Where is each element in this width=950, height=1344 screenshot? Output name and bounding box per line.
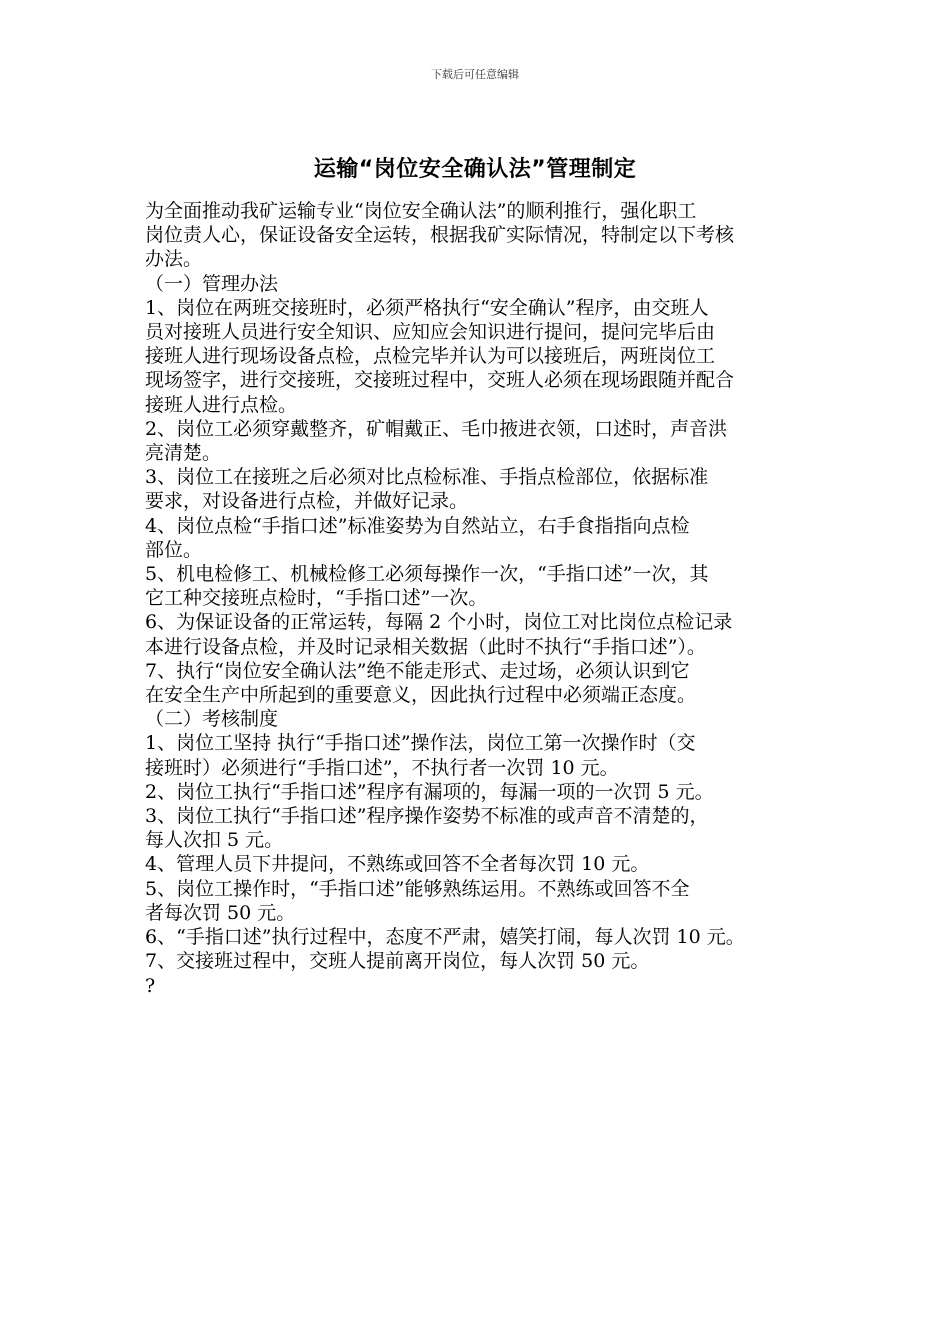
section-heading-management: （一）管理办法: [145, 272, 279, 295]
body-line: 5、机电检修工、机械检修工必须每操作一次，“手指口述”一次，其: [145, 563, 709, 586]
body-line: 它工种交接班点检时，“手指口述”一次。: [145, 587, 488, 610]
body-line: 为全面推动我矿运输专业“岗位安全确认法”的顺利推行，强化职工: [145, 200, 697, 222]
body-line: 1、岗位工坚持 执行“手指口述”操作法，岗位工第一次操作时（交: [145, 732, 696, 755]
body-line: ?: [145, 974, 156, 997]
header-note: 下载后可任意编辑: [431, 68, 519, 81]
body-line: 接班时）必须进行“手指口述”，不执行者一次罚 10 元。: [145, 756, 619, 779]
body-line: 要求，对设备进行点检，并做好记录。: [145, 490, 469, 513]
body-line: 6、为保证设备的正常运转，每隔 2 个小时，岗位工对比岗位点检记录: [145, 611, 733, 634]
body-line: 员对接班人员进行安全知识、应知应会知识进行提问，提问完毕后由: [145, 321, 716, 344]
document-title: 运输“岗位安全确认法”管理制定: [313, 157, 637, 182]
body-line: 1、岗位在两班交接班时，必须严格执行“安全确认”程序，由交班人: [145, 296, 709, 319]
body-line: 岗位责人心，保证设备安全运转，根据我矿实际情况，特制定以下考核: [145, 224, 735, 247]
body-line: 部位。: [145, 538, 203, 561]
body-line: 4、管理人员下井提问，不熟练或回答不全者每次罚 10 元。: [145, 853, 650, 876]
body-line: 7、交接班过程中，交班人提前离开岗位，每人次罚 50 元。: [145, 950, 650, 973]
body-line: 接班人进行点检。: [145, 393, 298, 416]
body-line: 办法。: [145, 248, 203, 271]
body-line: 每人次扣 5 元。: [145, 829, 284, 852]
body-line: 现场签字，进行交接班，交接班过程中，交班人必须在现场跟随并配合: [145, 369, 735, 392]
body-line: 6、“手指口述”执行过程中，态度不严肃，嬉笑打闹，每人次罚 10 元。: [145, 926, 745, 949]
body-line: 5、岗位工操作时，“手指口述”能够熟练运用。不熟练或回答不全: [145, 877, 690, 900]
body-line: 在安全生产中所起到的重要意义，因此执行过程中必须端正态度。: [145, 684, 697, 707]
section-heading-assessment: （二）考核制度: [145, 708, 279, 731]
body-line: 接班人进行现场设备点检，点检完毕并认为可以接班后，两班岗位工: [145, 345, 716, 368]
body-line: 2、岗位工必须穿戴整齐，矿帽戴正、毛巾掖进衣领，口述时，声音洪: [145, 417, 728, 440]
body-line: 3、岗位工在接班之后必须对比点检标准、手指点检部位，依据标准: [145, 466, 709, 489]
body-line: 3、岗位工执行“手指口述”程序操作姿势不标准的或声音不清楚的，: [145, 805, 709, 828]
document-body: [145, 199, 825, 998]
body-line: 者每次罚 50 元。: [145, 901, 296, 924]
body-line: 本进行设备点检，并及时记录相关数据（此时不执行“手指口述”）。: [145, 635, 706, 658]
body-line: 7、执行“岗位安全确认法”绝不能走形式、走过场，必须认识到它: [145, 659, 690, 682]
body-line: 4、岗位点检“手指口述”标准姿势为自然站立，右手食指指向点检: [145, 514, 690, 537]
body-line: 亮清楚。: [145, 442, 222, 465]
body-line: 2、岗位工执行“手指口述”程序有漏项的，每漏一项的一次罚 5 元。: [145, 780, 714, 803]
